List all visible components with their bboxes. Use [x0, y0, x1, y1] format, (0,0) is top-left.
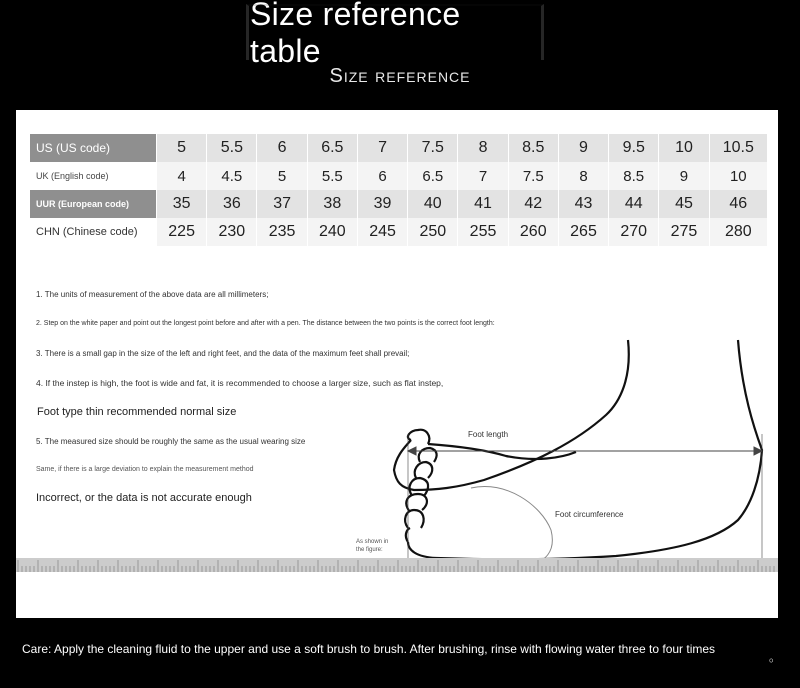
table-cell: 280 — [709, 218, 767, 246]
note-3: 3. There is a small gap in the size of the left and right feet, and the data of the maximum feet shall prevail; — [36, 349, 410, 358]
size-reference-panel — [16, 110, 778, 618]
table-cell: 9 — [558, 134, 608, 162]
ruler — [16, 558, 778, 572]
table-cell: 230 — [207, 218, 257, 246]
table-cell: 6 — [357, 162, 407, 190]
foot-measurement-diagram — [16, 110, 778, 618]
table-cell: 37 — [257, 190, 307, 218]
table-cell: 36 — [207, 190, 257, 218]
page-title-text: Size reference table — [250, 0, 461, 69]
table-cell: 8.5 — [609, 162, 659, 190]
table-cell: 5.5 — [207, 134, 257, 162]
table-cell: 5 — [257, 162, 307, 190]
table-cell: 39 — [357, 190, 407, 218]
table-cell: 7 — [458, 162, 508, 190]
table-cell: 44 — [609, 190, 659, 218]
table-cell: 7.5 — [408, 134, 458, 162]
table-cell: 270 — [609, 218, 659, 246]
foot-length-label: Foot length — [468, 430, 509, 439]
row-label-eur: UUR (European code) — [30, 190, 157, 218]
table-cell: 265 — [558, 218, 608, 246]
foot-outline — [394, 340, 762, 559]
care-instructions: Care: Apply the cleaning fluid to the upper and use a soft brush to brush. After brushing, rinse with flowing water three to four times — [22, 642, 716, 656]
table-cell: 42 — [508, 190, 558, 218]
table-cell: 240 — [307, 218, 357, 246]
table-cell: 4 — [157, 162, 207, 190]
table-cell: 7 — [357, 134, 407, 162]
table-cell: 260 — [508, 218, 558, 246]
table-cell: 4.5 — [207, 162, 257, 190]
note-2: 2. Step on the white paper and point out the longest point before and after with a pen. The distance between the two points is the correct foot length: — [36, 320, 495, 327]
table-cell: 10 — [659, 134, 709, 162]
table-cell: 245 — [357, 218, 407, 246]
table-cell: 250 — [408, 218, 458, 246]
table-cell: 43 — [558, 190, 608, 218]
table-cell: 40 — [408, 190, 458, 218]
table-cell: 235 — [257, 218, 307, 246]
table-cell: 8 — [558, 162, 608, 190]
page-title — [250, 0, 540, 69]
as-shown-label: As shown in the figure: — [356, 539, 389, 553]
foot-length-arrow — [408, 434, 762, 558]
table-cell: 6 — [257, 134, 307, 162]
table-cell: 10.5 — [709, 134, 767, 162]
table-cell: 7.5 — [508, 162, 558, 190]
table-cell: 5.5 — [307, 162, 357, 190]
care-end-mark: 。 — [769, 650, 782, 664]
table-cell: 5 — [157, 134, 207, 162]
row-label-uk: UK (English code) — [30, 162, 157, 190]
row-label-us: US (US code) — [30, 134, 157, 162]
note-foot-type: Foot type thin recommended normal size — [37, 406, 237, 418]
table-cell: 41 — [458, 190, 508, 218]
table-cell: 275 — [659, 218, 709, 246]
foot-circumference-curve — [471, 486, 552, 562]
foot-circumference-label: Foot circumference — [555, 510, 624, 519]
table-cell: 9.5 — [609, 134, 659, 162]
row-label-chn: CHN (Chinese code) — [30, 218, 157, 246]
table-cell: 6.5 — [408, 162, 458, 190]
table-cell: 38 — [307, 190, 357, 218]
table-cell: 9 — [659, 162, 709, 190]
note-deviation: Same, if there is a large deviation to explain the measurement method — [36, 466, 254, 473]
table-cell: 35 — [157, 190, 207, 218]
page-subtitle: Size reference — [329, 65, 471, 87]
note-5: 5. The measured size should be roughly the same as the usual wearing size — [36, 437, 306, 446]
table-cell: 10 — [709, 162, 767, 190]
table-cell: 255 — [458, 218, 508, 246]
table-cell: 46 — [709, 190, 767, 218]
note-incorrect: Incorrect, or the data is not accurate enough — [36, 492, 252, 504]
table-cell: 6.5 — [307, 134, 357, 162]
table-cell: 45 — [659, 190, 709, 218]
table-cell: 8.5 — [508, 134, 558, 162]
table-cell: 225 — [157, 218, 207, 246]
note-4: 4. If the instep is high, the foot is wide and fat, it is recommended to choose a larger size, such as flat instep, — [36, 378, 444, 388]
table-cell: 8 — [458, 134, 508, 162]
note-1: 1. The units of measurement of the above data are all millimeters; — [36, 290, 269, 299]
